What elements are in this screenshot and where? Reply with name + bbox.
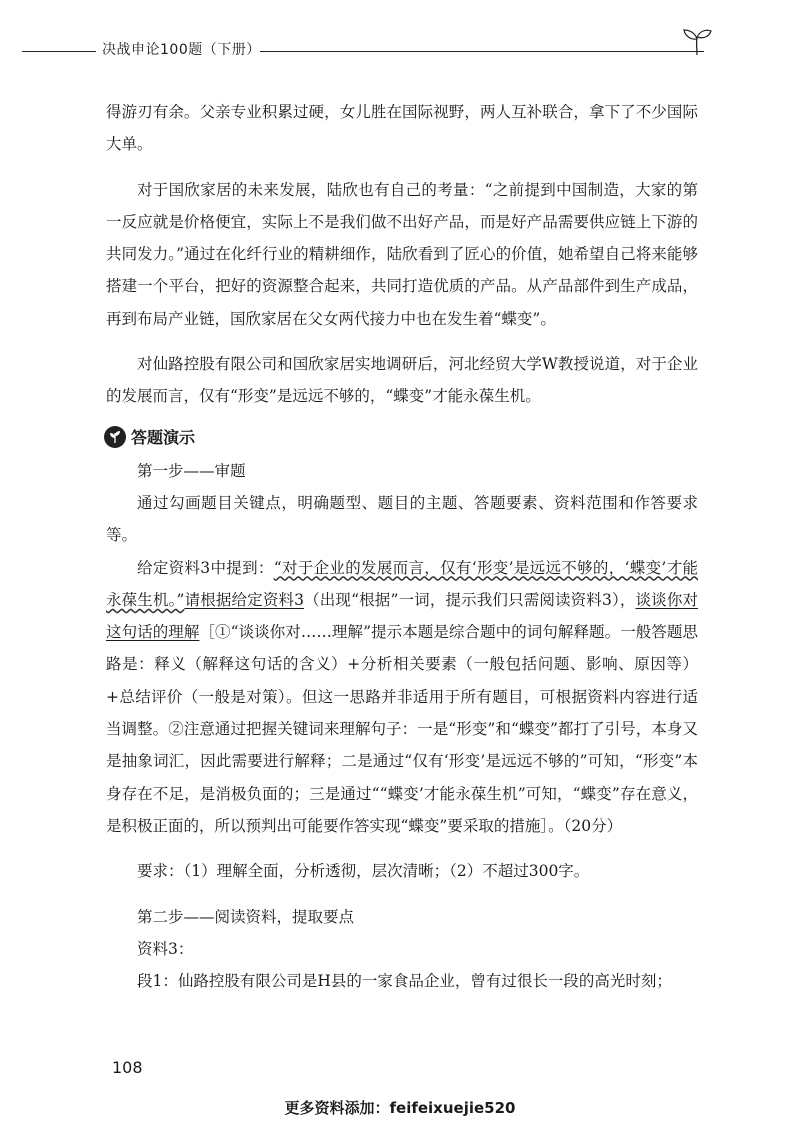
question-analysis: ［①“谈谈你对……理解”提示本题是综合题中的词句解释题。一般答题思路是：释义（解释这句话的含义）+分析相关要素（一般包括问题、影响、原因等）+总结评价（一般是对策）。但这一思路并非适用于所有题目，可根据资料内容进行适当调整。②注意通过把握关键词来理解句子：一是“形变”和“蝶变”都打了引号，本身又是抽象词汇，因此需要进行解释；二是通过“仅有‘形变’是远远不够的”可知，“形变”本身存在不足，是消极负面的；三是通过““蝶变’才能永葆生机”可知，“蝶变”存在意义，是积极正面的，所以预判出可能要作答实现“蝶变”要采取的措施］。（20分）: [106, 623, 698, 835]
question-text: [106, 552, 698, 843]
running-header: [22, 34, 722, 64]
material-label: 资料3：: [137, 939, 194, 958]
step1-intro: 通过勾画题目关键点，明确题型、题目的主题、答题要素、资料范围和作答要求等。: [106, 493, 698, 545]
main-text: [106, 96, 698, 997]
paragraph-professor-comment: 对仙路控股有限公司和国欣家居实地调研后，河北经贸大学W教授说道，对于企业的发展而言，仅有“形变”是远远不够的，“蝶变”才能永葆生机。: [106, 355, 698, 406]
question-part-a: 给定资料3中提到：: [137, 558, 274, 577]
requirements: 要求：（1）理解全面，分析透彻，层次清晰；（2）不超过300字。: [137, 862, 590, 881]
section-heading: [104, 419, 698, 455]
step1-title: 第一步——审题: [137, 461, 246, 480]
page-number: 108: [112, 1058, 143, 1077]
paragraph-future-development: 对于国欣家居的未来发展，陆欣也有自己的考量：“之前提到中国制造，大家的第一反应就是价格便宜，实际上不是我们做不出好产品，而是好产品需要供应链上下游的共同发力。”通过在化纤行业的精耕细作，陆欣看到了匠心的价值，她希望自己将来能够搭建一个平台，把好的资源整合起来，共同打造优质的产品。从产品部件到生产成品，再到布局产业链，国欣家居在父女两代接力中也在发生着“蝶变”。: [106, 180, 698, 328]
sprout-icon: [680, 28, 714, 56]
question-part-c: （出现“根据”一词，提示我们只需阅读资料3），: [303, 590, 636, 609]
header-rule-left: [22, 51, 96, 52]
step2-title: 第二步——阅读资料，提取要点: [137, 907, 355, 926]
leaf-emblem-icon: [104, 426, 126, 448]
question-part-b: 请根据给定资料3: [184, 590, 304, 609]
question-part-d: 谈谈你对这句话的理解: [106, 590, 698, 642]
section-title: 答题演示: [131, 428, 196, 448]
running-header-title: 决战申论100题（下册）: [102, 42, 261, 58]
footer-note: 更多资料添加：feifeixuejie520: [284, 1099, 516, 1117]
header-rule-right: [260, 51, 704, 52]
paragraph-continued: 得游刃有余。父亲专业积累过硬，女儿胜在国际视野，两人互补联合，拿下了不少国际大单。: [106, 103, 698, 154]
material-paragraph-1: 段1：仙路控股有限公司是H县的一家食品企业，曾有过很长一段的高光时刻；: [137, 972, 672, 991]
question-quote: “对于企业的发展而言，仅有‘形变’是远远不够的，‘蝶变’才能永葆生机。”: [106, 558, 698, 609]
